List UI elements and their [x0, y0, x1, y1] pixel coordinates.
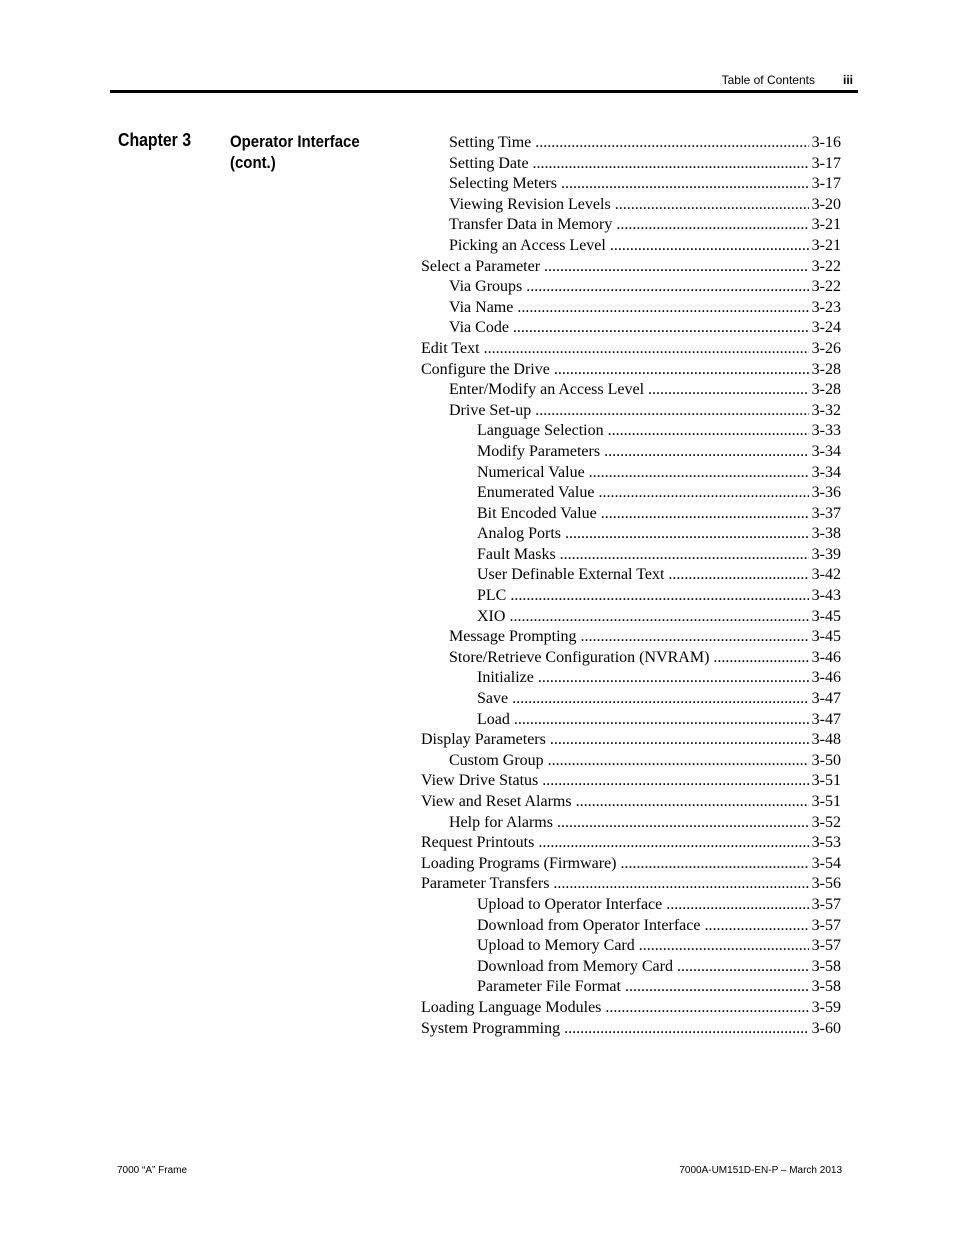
toc-entry-page: 3-33 — [811, 422, 841, 440]
toc-dot-leader — [635, 936, 809, 957]
footer-product: 7000 “A” Frame — [117, 1165, 188, 1176]
toc-entry-label: Help for Alarms — [449, 813, 553, 831]
toc-entry-page: 3-57 — [811, 916, 841, 934]
toc-dot-leader — [621, 977, 809, 998]
toc-entry[interactable] — [421, 545, 841, 566]
toc-entry-page: 3-53 — [811, 834, 841, 852]
toc-entry[interactable] — [421, 1019, 841, 1040]
toc-entry[interactable] — [421, 380, 841, 401]
toc-dot-leader — [508, 689, 809, 710]
toc-entry-page: 3-45 — [811, 628, 841, 646]
toc-entry-label: Setting Time — [449, 134, 532, 151]
toc-entry[interactable] — [421, 586, 841, 607]
toc-dot-leader — [601, 998, 809, 1019]
toc-entry-page: 3-56 — [811, 875, 841, 893]
toc-dot-leader — [585, 463, 809, 484]
toc-entry[interactable] — [421, 771, 841, 792]
toc-entry-page: 3-37 — [811, 504, 841, 522]
toc-entry[interactable] — [421, 689, 841, 710]
toc-dot-leader — [617, 854, 809, 875]
toc-entry-label: Loading Language Modules — [421, 998, 602, 1016]
toc-entry-label: View Drive Status — [421, 772, 539, 790]
header-page-number: iii — [842, 73, 853, 87]
toc-entry-page: 3-47 — [811, 690, 841, 708]
toc-entry-label: Enumerated Value — [477, 484, 595, 502]
toc-entry-page: 3-58 — [811, 957, 841, 975]
toc-entry-page: 3-46 — [811, 648, 841, 666]
toc-entry[interactable] — [421, 916, 841, 937]
toc-entry[interactable] — [421, 442, 841, 463]
toc-entry-page: 3-22 — [811, 278, 841, 296]
toc-entry-page: 3-51 — [811, 772, 841, 790]
toc-entry[interactable] — [421, 257, 841, 278]
toc-entry-label: Initialize — [477, 669, 534, 687]
toc-dot-leader — [553, 813, 809, 834]
toc-entry-label: Request Printouts — [421, 834, 535, 852]
toc-dot-leader — [540, 257, 809, 278]
toc-entry-page: 3-34 — [811, 463, 841, 481]
toc-entry-page: 3-51 — [811, 793, 841, 810]
toc-list — [421, 133, 841, 1039]
toc-entry-label: Selecting Meters — [449, 175, 557, 193]
toc-entry-label: Drive Set-up — [449, 401, 532, 419]
toc-entry-label: Via Code — [449, 319, 509, 337]
toc-entry-page: 3-54 — [811, 854, 841, 872]
toc-dot-leader — [557, 174, 809, 195]
toc-entry-label: Fault Masks — [477, 545, 556, 563]
toc-entry[interactable] — [421, 360, 841, 381]
toc-dot-leader — [611, 195, 809, 216]
toc-entry-label: Parameter Transfers — [421, 875, 550, 893]
toc-entry-label: Transfer Data in Memory — [449, 216, 613, 234]
toc-entry[interactable] — [421, 463, 841, 484]
toc-dot-leader — [549, 874, 809, 895]
toc-dot-leader — [531, 401, 809, 422]
toc-dot-leader — [560, 1019, 809, 1040]
toc-entry-page: 3-38 — [811, 525, 841, 543]
toc-entry-page: 3-26 — [811, 339, 841, 357]
toc-entry-label: Upload to Operator Interface — [477, 895, 663, 913]
toc-entry[interactable] — [421, 977, 841, 998]
toc-entry[interactable] — [421, 504, 841, 525]
chapter-label: Chapter 3 — [118, 130, 192, 150]
toc-entry[interactable] — [421, 298, 841, 319]
toc-entry-label: Via Groups — [449, 278, 523, 296]
toc-dot-leader — [664, 565, 809, 586]
toc-dot-leader — [522, 277, 809, 298]
toc-dot-leader — [606, 236, 809, 257]
toc-entry-page: 3-17 — [811, 175, 841, 193]
toc-dot-leader — [531, 133, 809, 154]
toc-entry[interactable] — [421, 565, 841, 586]
toc-dot-leader — [594, 483, 809, 504]
toc-dot-leader — [709, 648, 809, 669]
toc-entry-page: 3-45 — [811, 607, 841, 625]
toc-dot-leader — [505, 607, 809, 628]
toc-entry-label: Language Selection — [477, 422, 604, 440]
toc-entry[interactable] — [421, 833, 841, 854]
toc-entry-page: 3-23 — [811, 298, 841, 316]
toc-entry-label: View and Reset Alarms — [421, 793, 572, 810]
toc-entry[interactable] — [421, 483, 841, 504]
toc-dot-leader — [644, 380, 809, 401]
toc-entry-page: 3-24 — [811, 319, 841, 337]
toc-entry[interactable] — [421, 195, 841, 216]
toc-dot-leader — [529, 154, 809, 175]
toc-entry[interactable] — [421, 710, 841, 731]
toc-dot-leader — [534, 833, 809, 854]
toc-dot-leader — [509, 318, 809, 339]
toc-entry-page: 3-50 — [811, 751, 841, 769]
toc-entry-label: Loading Programs (Firmware) — [421, 854, 617, 872]
toc-entry-page: 3-59 — [811, 998, 841, 1016]
toc-dot-leader — [506, 586, 809, 607]
toc-dot-leader — [662, 895, 809, 916]
toc-entry-label: Download from Operator Interface — [477, 916, 701, 934]
toc-entry-page: 3-58 — [811, 978, 841, 996]
chapter-title-line1: Operator Interface — [230, 132, 360, 151]
toc-entry-label: Download from Memory Card — [477, 957, 673, 975]
toc-dot-leader — [550, 360, 809, 381]
toc-entry-label: Parameter File Format — [477, 978, 621, 996]
toc-entry-label: Configure the Drive — [421, 360, 550, 378]
toc-entry-label: XIO — [477, 607, 506, 625]
toc-entry-page: 3-21 — [811, 236, 841, 254]
toc-entry-label: Bit Encoded Value — [477, 504, 597, 522]
toc-entry-page: 3-46 — [811, 669, 841, 687]
toc-dot-leader — [510, 710, 809, 731]
toc-entry[interactable] — [421, 751, 841, 772]
toc-entry-label: User Definable External Text — [477, 566, 665, 584]
toc-dot-leader — [673, 957, 809, 978]
toc-entry[interactable] — [421, 401, 841, 422]
toc-entry-label: Load — [477, 710, 510, 728]
toc-entry[interactable] — [421, 215, 841, 236]
toc-entry-page: 3-28 — [811, 381, 841, 399]
toc-dot-leader — [534, 668, 809, 689]
toc-entry[interactable] — [421, 936, 841, 957]
toc-entry-page: 3-34 — [811, 442, 841, 460]
toc-dot-leader — [513, 298, 809, 319]
toc-entry-label: Analog Ports — [477, 525, 561, 543]
toc-entry-page: 3-17 — [811, 154, 841, 172]
toc-dot-leader — [572, 792, 809, 813]
toc-entry[interactable] — [421, 174, 841, 195]
toc-entry-page: 3-43 — [811, 587, 841, 605]
toc-entry-label: Picking an Access Level — [449, 236, 606, 254]
toc-entry-page: 3-16 — [811, 134, 841, 151]
toc-entry-label: Custom Group — [449, 751, 544, 769]
toc-dot-leader — [600, 442, 809, 463]
toc-entry-label: Save — [477, 690, 509, 708]
toc-entry-page: 3-32 — [811, 401, 841, 419]
toc-entry[interactable] — [421, 154, 841, 175]
toc-entry-label: Numerical Value — [477, 463, 585, 481]
toc-dot-leader — [556, 545, 809, 566]
toc-entry-page: 3-52 — [811, 813, 841, 831]
toc-dot-leader — [546, 730, 809, 751]
toc-entry[interactable] — [421, 339, 841, 360]
toc-entry[interactable] — [421, 421, 841, 442]
toc-dot-leader — [597, 504, 809, 525]
toc-entry[interactable] — [421, 627, 841, 648]
toc-entry[interactable] — [421, 792, 841, 813]
toc-entry-page: 3-28 — [811, 360, 841, 378]
toc-entry[interactable] — [421, 668, 841, 689]
toc-dot-leader — [700, 916, 809, 937]
toc-dot-leader — [480, 339, 809, 360]
toc-entry-page: 3-60 — [811, 1019, 841, 1037]
toc-entry[interactable] — [421, 524, 841, 545]
header-rule — [110, 90, 858, 93]
toc-dot-leader — [544, 751, 809, 772]
toc-entry[interactable] — [421, 874, 841, 895]
toc-entry[interactable] — [421, 895, 841, 916]
toc-entry-page: 3-47 — [811, 710, 841, 728]
toc-entry[interactable] — [421, 607, 841, 628]
toc-entry-page: 3-48 — [811, 731, 841, 749]
toc-entry[interactable] — [421, 318, 841, 339]
toc-entry[interactable] — [421, 998, 841, 1019]
toc-entry[interactable] — [421, 236, 841, 257]
toc-entry-page: 3-57 — [811, 895, 841, 913]
header-section-title: Table of Contents — [721, 73, 815, 87]
toc-dot-leader — [612, 215, 809, 236]
toc-entry-label: Via Name — [449, 298, 514, 316]
toc-entry[interactable] — [421, 813, 841, 834]
footer-publication: 7000A-UM151D-EN-P – March 2013 — [679, 1165, 842, 1176]
chapter-title-line2: (cont.) — [230, 153, 276, 172]
toc-entry-page: 3-22 — [811, 257, 841, 275]
chapter-title — [230, 131, 388, 173]
toc-entry-page: 3-20 — [811, 195, 841, 213]
toc-entry-label: Store/Retrieve Configuration (NVRAM) — [449, 648, 710, 666]
toc-entry-label: Enter/Modify an Access Level — [449, 381, 645, 399]
toc-entry[interactable] — [421, 730, 841, 751]
toc-entry[interactable] — [421, 133, 841, 154]
toc-entry-label: Setting Date — [449, 154, 529, 172]
toc-entry[interactable] — [421, 854, 841, 875]
toc-entry-label: Upload to Memory Card — [477, 937, 635, 955]
toc-entry-label: PLC — [477, 587, 507, 605]
toc-dot-leader — [561, 524, 809, 545]
toc-entry-label: Display Parameters — [421, 731, 546, 749]
toc-entry-label: Edit Text — [421, 339, 480, 357]
toc-entry-label: Modify Parameters — [477, 442, 601, 460]
toc-entry-page: 3-21 — [811, 216, 841, 234]
toc-entry-label: Select a Parameter — [421, 257, 541, 275]
toc-entry[interactable] — [421, 648, 841, 669]
toc-entry-label: Message Prompting — [449, 628, 577, 646]
toc-entry-page: 3-36 — [811, 484, 841, 502]
toc-entry[interactable] — [421, 277, 841, 298]
toc-entry-page: 3-39 — [811, 545, 841, 563]
toc-dot-leader — [577, 627, 809, 648]
toc-entry-label: Viewing Revision Levels — [449, 195, 611, 213]
toc-dot-leader — [538, 771, 809, 792]
toc-entry-label: System Programming — [421, 1019, 561, 1037]
toc-entry-page: 3-42 — [811, 566, 841, 584]
toc-dot-leader — [604, 421, 809, 442]
toc-entry-page: 3-57 — [811, 937, 841, 955]
toc-entry[interactable] — [421, 957, 841, 978]
